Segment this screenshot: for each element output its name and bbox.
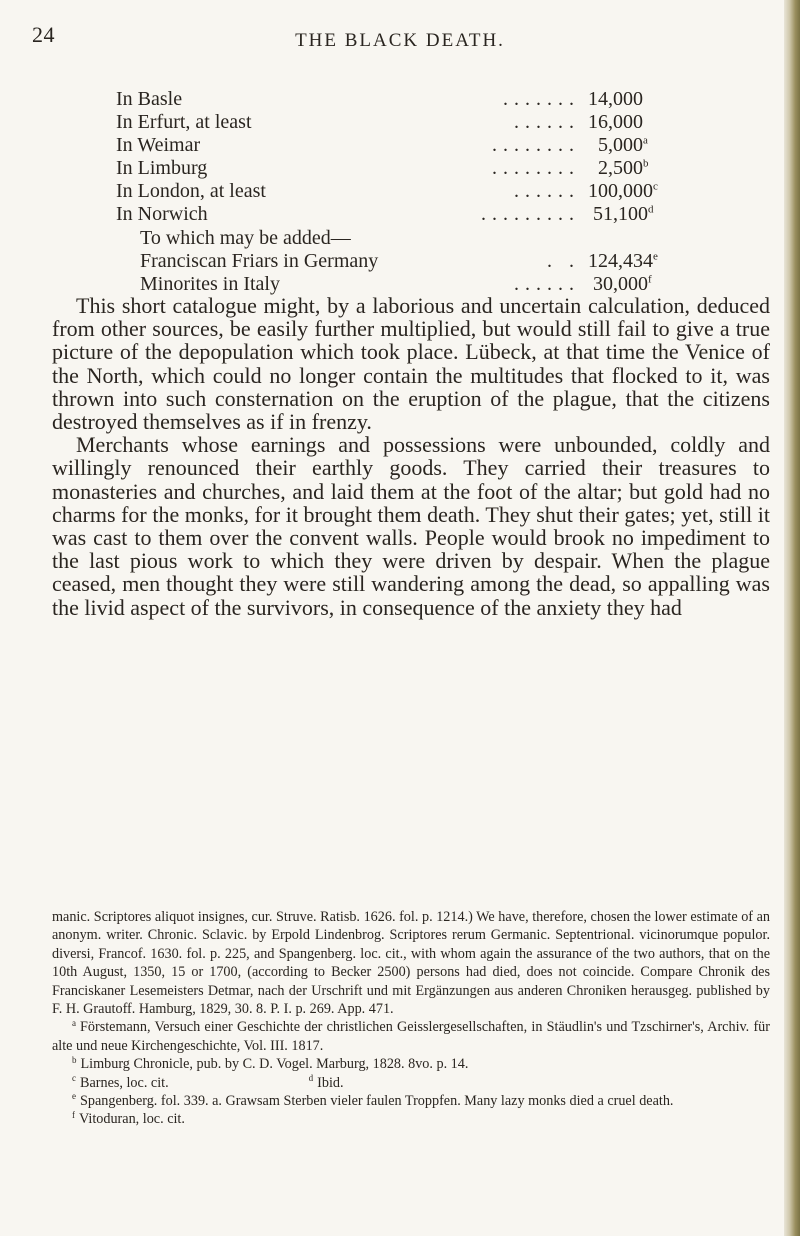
leader-dots: ......: [514, 180, 580, 203]
row-label: In Norwich: [116, 203, 208, 226]
row-label: In Weimar: [116, 134, 201, 157]
page-edge-shadow: [784, 0, 800, 1236]
table-row: [116, 180, 676, 203]
footnote-text: Limburg Chronicle, pub. by C. D. Vogel. Marburg, 1828. 8vo. p. 14.: [80, 1056, 469, 1073]
table-row: [116, 134, 676, 157]
leader-dots: ........: [492, 157, 580, 180]
footnote-mark: d: [308, 1072, 314, 1083]
leader-dots: ......: [514, 111, 580, 134]
mortality-table: [116, 88, 676, 296]
footnote: [52, 1055, 770, 1073]
leader-dots: .......: [503, 88, 580, 110]
footnote-text: Barnes, loc. cit.: [80, 1074, 169, 1091]
footnote-mark: c: [72, 1072, 76, 1083]
footnote-text: Spangenberg. fol. 339. a. Grawsam Sterben vieler faulen Troppfen. Many lazy monks died a cruel death.: [80, 1093, 674, 1110]
leader-dots: .........: [481, 203, 580, 226]
row-value: 5,000$^a$: [598, 134, 648, 157]
footnote-mark: b: [72, 1054, 77, 1065]
row-label: In Basle: [116, 88, 183, 110]
footnote-mark: a: [72, 1017, 76, 1028]
row-label: Franciscan Friars in Germany: [140, 249, 379, 272]
footnote: [52, 1110, 770, 1128]
page-number: 24: [32, 22, 55, 47]
table-row: [116, 250, 676, 273]
running-title: THE BLACK DEATH.: [295, 30, 505, 51]
row-label: To which may be added—: [140, 226, 351, 249]
footnotes: [52, 908, 770, 1129]
footnote: [52, 1074, 770, 1092]
body-text: [52, 294, 770, 619]
footnote: [52, 1018, 770, 1055]
footnote: [52, 1092, 770, 1110]
footnote-text: Förstemann, Versuch einer Geschichte der christlichen Geisslergesellschaften, in Stäudlin's und Tzschirner's, Archiv. für alte und neue Kirchengeschichte, Vol. III. 1817.: [52, 1019, 770, 1054]
table-row: [116, 157, 676, 180]
row-value: 16,000: [588, 111, 643, 134]
leader-dots: ........: [492, 134, 580, 157]
paragraph: This short catalogue might, by a laborious and uncertain calculation, deduced from other sources, be easily further multiplied, but would still fail to give a true picture of the depopulation which took place. Lübeck, at that time the Venice of the North, which could no longer contain the multitudes that flocked to it, was thrown into such consternation on the eruption of the plague, that the citizens destroyed themselves as if in frenzy.: [52, 293, 770, 435]
footnote-mark: e: [72, 1091, 76, 1102]
row-label: In Erfurt, at least: [116, 111, 252, 134]
footnote-mark: f: [72, 1109, 75, 1120]
row-value: 30,000$^f$: [593, 272, 652, 295]
footnote-text: Vitoduran, loc. cit.: [79, 1111, 185, 1128]
row-label: Minorites in Italy: [140, 272, 280, 295]
row-value: 2,500$^b$: [598, 157, 649, 180]
table-row: [116, 111, 676, 134]
leader-dots: ......: [514, 272, 580, 295]
footnote-continuation: manic. Scriptores aliquot insignes, cur. Struve. Ratisb. 1626. fol. p. 1214.) We have, therefore, chosen the lower estimate of an anonym. writer. Chronic. Sclavic. by Erpold Lindenbrog. Scriptores rerum Germanic. Septentrional. vicinorumque populor. diversi, Francof. 1630. fol. p. 225, and Spangenberg. loc. cit., with whom again the assurance of the two authors, that on the 10th August, 1350, 15 or 1700, (according to Becker 2500) persons had died, does not coincide. Compare Chronik des Franciskaner Lesemeisters Detmar, nach der Urschrift und mit Ergänzungen aus anderen Chroniken herausgeg. published by F. H. Grautoff. Hamburg, 1829, 30. 8. P. I. p. 269. App. 471.: [52, 909, 770, 1018]
table-row: [116, 227, 676, 250]
paragraph: Merchants whose earnings and possessions were unbounded, coldly and willingly renounced their earthly goods. They carried their treasures to monasteries and churches, and laid them at the foot of the altar; but gold had no charms for the monks, for it brought them death. They shut their gates; yet, still it was cast to them over the convent walls. People would brook no impediment to the last pious work to which they were driven by despair. When the plague ceased, men thought they were still wandering among the dead, so appalling was the livid aspect of the survivors, in consequence of the anxiety they had: [52, 432, 770, 620]
row-value: 14,000: [588, 88, 643, 110]
leader-dots: . .: [547, 249, 580, 272]
footnote-text: Ibid.: [317, 1074, 344, 1091]
row-value: 100,000$^c$: [588, 180, 658, 203]
table-row: [116, 203, 676, 226]
row-value: 124,434e: [588, 249, 658, 272]
row-label: In Limburg: [116, 157, 208, 180]
row-label: In London, at least: [116, 180, 266, 203]
row-value: 51,100$^d$: [593, 203, 654, 226]
table-row: [116, 88, 676, 111]
